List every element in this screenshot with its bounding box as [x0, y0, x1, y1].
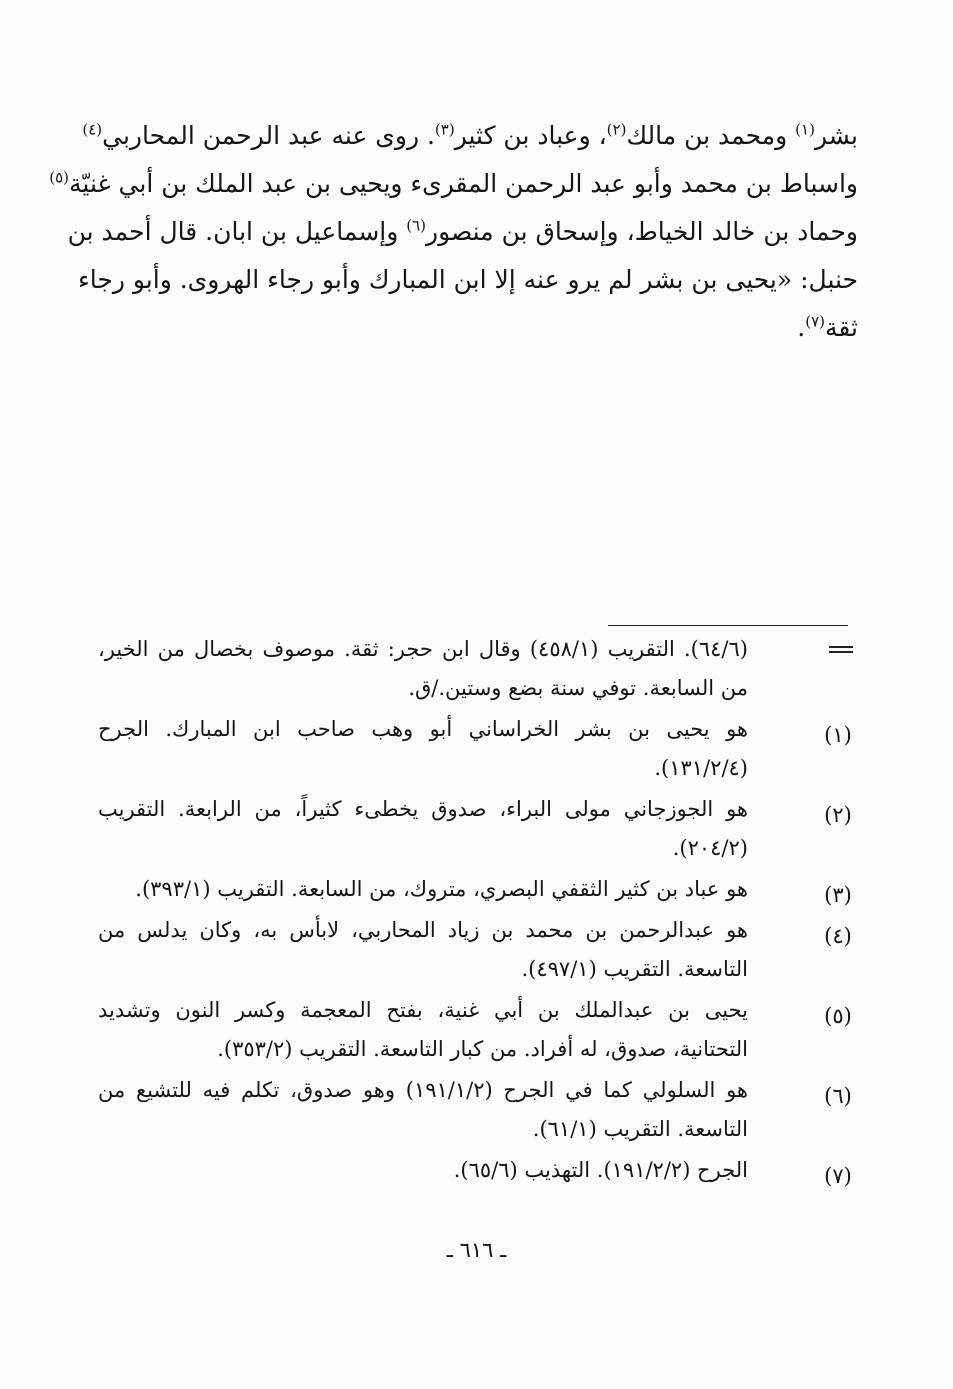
footnote-3 — [98, 870, 858, 909]
main-text-segment: حنبل: «يحيى بن بشر لم يرو عنه إلا ابن المبارك وأبو رجاء الهروى. وأبو رجاء — [78, 265, 858, 294]
footnote-ref: (٣) — [434, 120, 455, 139]
footnote-number: (٧) — [824, 1164, 852, 1188]
footnote-number: (٤) — [824, 924, 852, 948]
main-text-segment: ، وعباد بن كثير — [454, 121, 607, 150]
footnote-text: هو عبدالرحمن بن محمد بن زياد المحاربي، لابأس به، وكان يدلس من التاسعة. التقريب (٤٩٧/١). — [98, 918, 748, 981]
main-text-block — [49, 112, 858, 352]
footnote-text: (٦٤/٦). التقريب (٤٥٨/١) وقال ابن حجر: ثقة. موصوف بخصال من الخير، من السابعة. توفي سنة بضع وستين./ق. — [98, 637, 748, 700]
footnote-ref: (١) — [795, 120, 815, 139]
main-text-segment: واسباط بن محمد وأبو عبد الرحمن المقرىء ويحيى بن عبد الملك بن أبي غنيّة — [69, 169, 858, 198]
footnotes-block — [98, 630, 858, 1192]
footnote-ref: (٤) — [82, 120, 103, 139]
footnote-number: (١) — [824, 723, 852, 747]
main-text-segment: . — [797, 313, 806, 342]
footnote-ref: (٧) — [805, 312, 825, 331]
footnote-number: (٥) — [824, 1004, 852, 1028]
main-text-segment: ومحمد بن مالك — [626, 121, 796, 150]
footnote-text: يحيى بن عبدالملك بن أبي غنية، بفتح المعجمة وكسر النون وتشديد التحتانية، صدوق، له أفراد. من كبار التاسعة. التقريب (٣٥٣/٢). — [98, 998, 748, 1061]
main-text-segment: بشر — [814, 121, 858, 150]
footnote-number: (٣) — [824, 883, 852, 907]
footnote-5 — [98, 991, 858, 1069]
main-text-segment: . روى عنه عبد الرحمن المحاربي — [102, 121, 435, 150]
footnote-text: هو يحيى بن بشر الخراساني أبو وهب صاحب ابن المبارك. الجرح (١٣١/٢/٤). — [98, 717, 748, 780]
main-text-segment: وإسماعيل بن ابان. قال أحمد بن — [67, 217, 407, 246]
page-number: ـ ٦١٦ ـ — [446, 1238, 507, 1262]
main-line — [82, 112, 858, 160]
main-line — [67, 208, 858, 256]
main-line — [98, 304, 858, 352]
footnote-number: (٢) — [824, 803, 852, 827]
main-text-segment: وحماد بن خالد الخياط، وإسحاق بن منصور — [426, 217, 858, 246]
footnote-7 — [98, 1151, 858, 1190]
footnote-ref: (٦) — [406, 216, 427, 235]
footnote-text: هو السلولي كما في الجرح (١٩١/١/٢) وهو صدوق، تكلم فيه للتشيع من التاسعة. التقريب (٦١/١). — [98, 1078, 748, 1141]
main-text-segment: ثقة — [824, 313, 858, 342]
footnote-2 — [98, 790, 858, 868]
footnote-text: هو عباد بن كثير الثقفي البصري، متروك، من السابعة. التقريب (٣٩٣/١). — [135, 877, 748, 901]
footnote-4 — [98, 911, 858, 989]
footnote-continuation — [98, 630, 858, 708]
main-line — [49, 160, 858, 208]
main-line — [78, 256, 858, 304]
footnote-number: (٦) — [824, 1084, 852, 1108]
footnote-text: هو الجوزجاني مولى البراء، صدوق يخطىء كثيراً، من الرابعة. التقريب (٢٠٤/٢). — [98, 797, 748, 860]
footnote-1 — [98, 710, 858, 788]
footnote-separator — [608, 625, 848, 626]
continuation-marker-icon — [829, 646, 853, 654]
footnote-ref: (٥) — [49, 168, 70, 187]
footnote-6 — [98, 1071, 858, 1149]
footnote-text: الجرح (١٩١/٢/٢). التهذيب (٦٥/٦). — [453, 1158, 748, 1182]
footnote-ref: (٢) — [606, 120, 627, 139]
